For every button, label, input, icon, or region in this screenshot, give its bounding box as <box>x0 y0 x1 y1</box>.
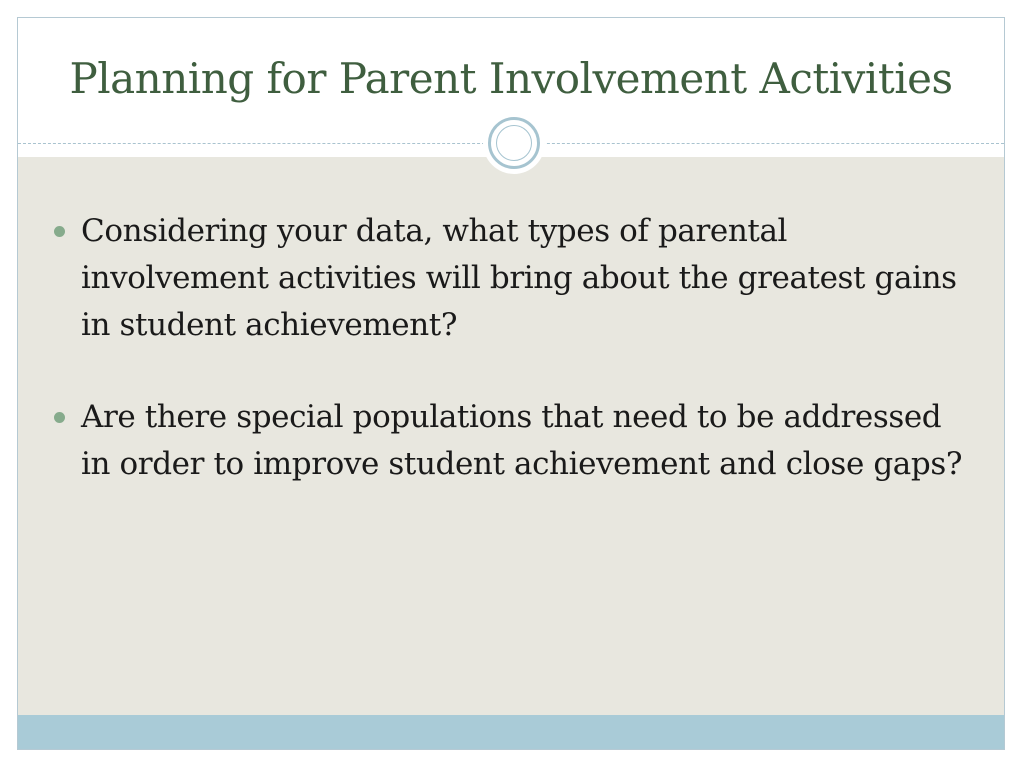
round-bullet-icon <box>54 226 65 237</box>
round-bullet-icon <box>54 412 65 423</box>
bullet-item <box>51 394 971 488</box>
footer-accent-bar <box>18 715 1004 749</box>
bullet-text: Are there special populations that need to be addressed in order to improve student achievement and close gaps? <box>81 399 963 482</box>
bullet-text: Considering your data, what types of parental involvement activities will bring about the greatest gains in student achievement? <box>81 213 957 343</box>
bullet-item <box>51 208 971 349</box>
bullet-list <box>51 208 971 533</box>
inner-ring-circle-icon <box>496 125 532 161</box>
slide <box>17 17 1005 750</box>
slide-title: Planning for Parent Involvement Activities <box>69 54 953 103</box>
